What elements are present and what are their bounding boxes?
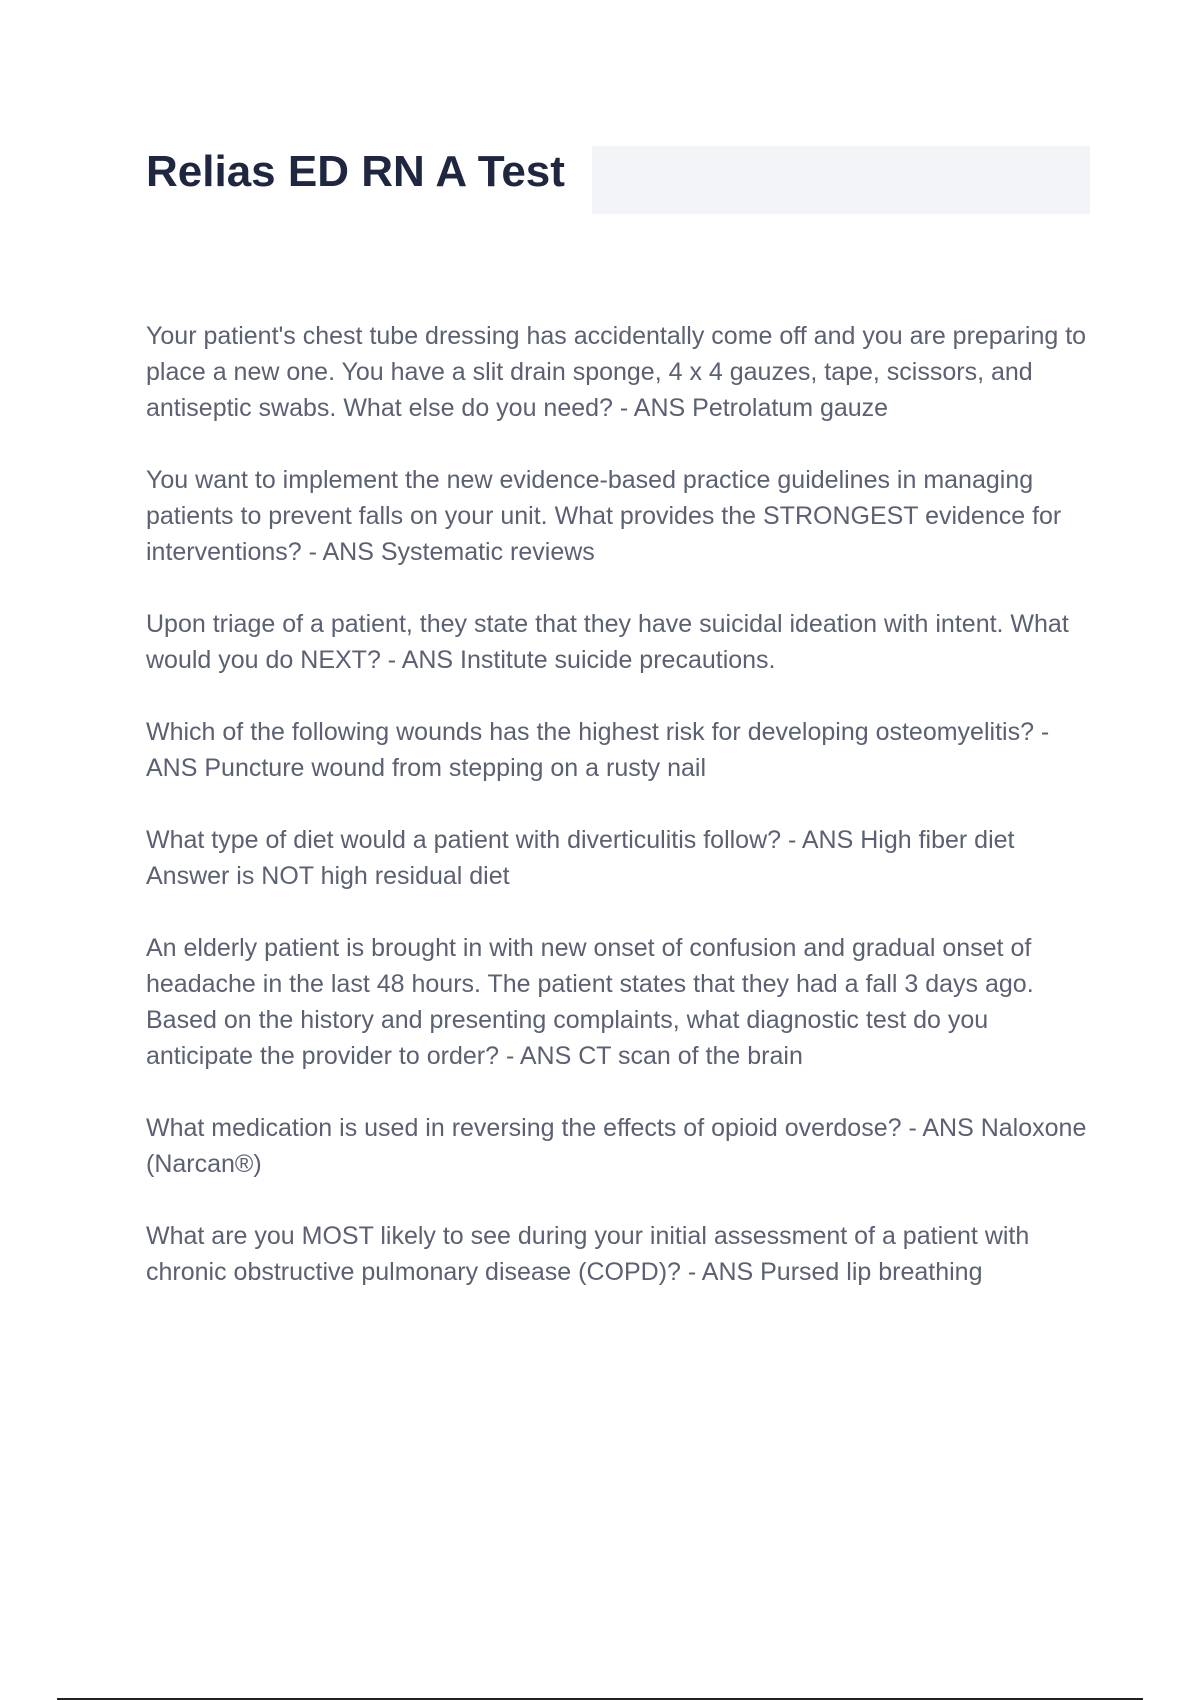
question-text: What medication is used in reversing the effects of opioid overdose? (146, 1114, 902, 1142)
answer-separator: - ANS (680, 1258, 761, 1286)
answer-text: CT scan of the brain (578, 1042, 803, 1070)
question-text: An elderly patient is brought in with new onset of confusion and gradual onset of headache in the last 48 hours. The patient states that they had a fall 3 days ago. Based on the history and presenting complaints, what diagnostic test do you anticipate the provider to order? (146, 934, 1034, 1070)
qa-item (146, 714, 1091, 786)
qa-item (146, 822, 1091, 894)
qa-item (146, 1218, 1091, 1290)
answer-separator: - ANS (499, 1042, 579, 1070)
answer-text: Puncture wound from stepping on a rusty nail (204, 754, 707, 782)
qa-item (146, 606, 1091, 678)
answer-note: Answer is NOT high residual diet (146, 862, 510, 890)
qa-item (146, 318, 1091, 426)
answer-separator: - ANS (901, 1114, 981, 1142)
question-text: What type of diet would a patient with diverticulitis follow? (146, 826, 782, 854)
answer-separator: - ANS (380, 646, 461, 674)
question-text: What are you MOST likely to see during your initial assessment of a patient with chronic obstructive pulmonary disease (COPD)? (146, 1222, 1030, 1286)
qa-item (146, 1110, 1091, 1182)
answer-text: Institute suicide precautions. (460, 646, 776, 674)
qa-item (146, 930, 1091, 1074)
answer-separator: - ANS (612, 394, 693, 422)
answer-text: High fiber diet (860, 826, 1015, 854)
question-text: Which of the following wounds has the highest risk for developing osteomyelitis? (146, 718, 1034, 746)
answer-separator: - ANS (146, 718, 1050, 782)
question-text: Your patient's chest tube dressing has accidentally come off and you are preparing to place a new one. You have a slit drain sponge, 4 x 4 gauzes, tape, scissors, and antiseptic swabs. What else do you need? (146, 322, 1087, 422)
qa-list (146, 318, 1091, 1326)
answer-text: Systematic reviews (380, 538, 595, 566)
answer-separator: - ANS (301, 538, 381, 566)
question-text: You want to implement the new evidence-based practice guidelines in managing patients to prevent falls on your unit. What provides the STRONGEST evidence for interventions? (146, 466, 1062, 566)
answer-text: Naloxone (Narcan®) (146, 1114, 1087, 1178)
qa-item (146, 462, 1091, 570)
question-text: Upon triage of a patient, they state that they have suicidal ideation with intent. What would you do NEXT? (146, 610, 1069, 674)
answer-text: Petrolatum gauze (692, 394, 889, 422)
answer-separator: - ANS (781, 826, 861, 854)
answer-text: Pursed lip breathing (760, 1258, 983, 1286)
document-title: Relias ED RN A Test (146, 147, 565, 196)
